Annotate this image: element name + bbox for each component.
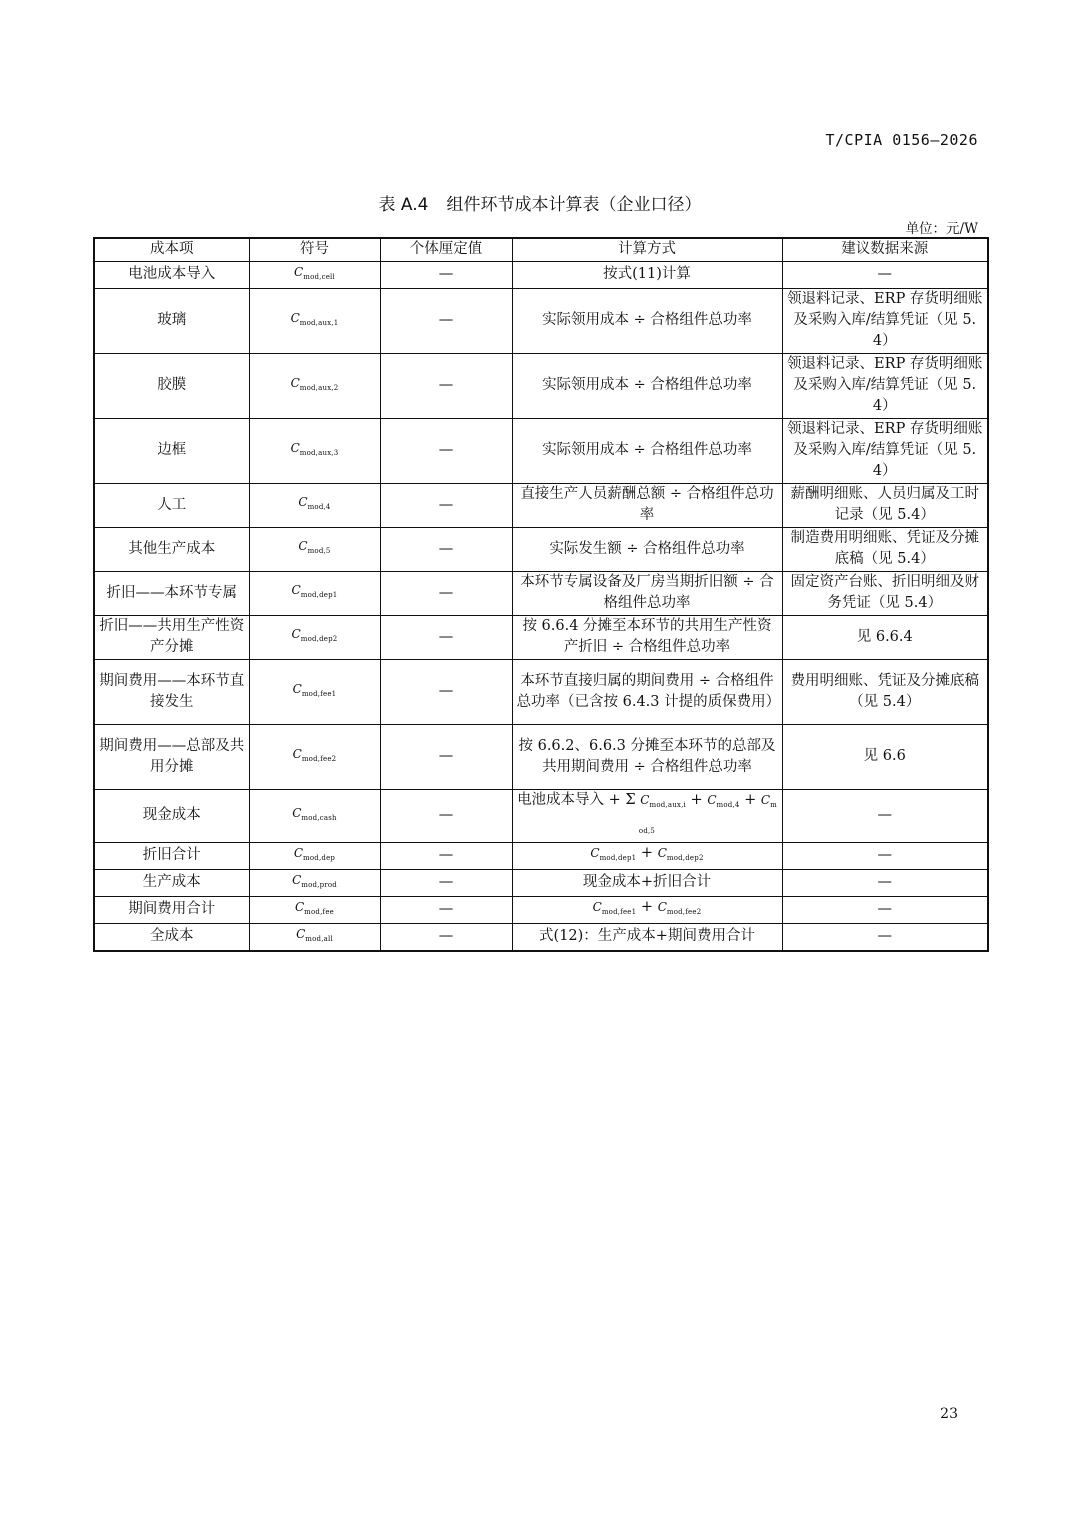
cost-item: 边框 — [94, 418, 249, 483]
calc-method: 实际领用成本 ÷ 合格组件总功率 — [512, 418, 782, 483]
table-row — [94, 571, 988, 615]
formula-operator: + — [685, 791, 708, 808]
symbol-letter: C — [294, 899, 305, 914]
individual-value: — — [380, 615, 512, 659]
calc-method: 现金成本+折旧合计 — [512, 869, 782, 896]
table-title — [0, 190, 1080, 215]
data-source: — — [782, 923, 988, 951]
individual-value: — — [380, 527, 512, 571]
data-source: 费用明细账、凭证及分摊底稿（见 5.4） — [782, 659, 988, 724]
calc-method: 式(12)：生产成本+期间费用合计 — [512, 923, 782, 951]
cost-table — [93, 237, 989, 952]
symbol-cell — [249, 923, 380, 951]
table-row — [94, 615, 988, 659]
calc-method: 本环节直接归属的期间费用 ÷ 合格组件总功率（已含按 6.4.3 计提的质保费用） — [512, 659, 782, 724]
symbol-letter: C — [292, 681, 302, 696]
cost-item: 期间费用——总部及共用分摊 — [94, 724, 249, 789]
symbol-subscript: mod,fee1 — [301, 689, 337, 698]
calc-method: 直接生产人员薪酬总额 ÷ 合格组件总功率 — [512, 483, 782, 527]
table-row — [94, 896, 988, 923]
symbol-cell — [249, 288, 380, 353]
table-caption: 组件环节成本计算表（企业口径） — [446, 195, 702, 215]
table-row — [94, 789, 988, 842]
calc-method: 按 6.6.2、6.6.3 分摊至本环节的总部及共用期间费用 ÷ 合格组件总功率 — [512, 724, 782, 789]
symbol-cell — [249, 261, 380, 288]
table-row — [94, 261, 988, 288]
data-source: — — [782, 869, 988, 896]
symbol-letter: C — [298, 495, 308, 509]
data-source: 见 6.6 — [782, 724, 988, 789]
table-row — [94, 288, 988, 353]
symbol-cell — [249, 724, 380, 789]
symbol-cell — [249, 353, 380, 418]
formula-symbol: C — [657, 899, 667, 914]
table-row — [94, 353, 988, 418]
symbol-letter: C — [292, 872, 302, 887]
individual-value: — — [380, 789, 512, 842]
individual-value: — — [380, 418, 512, 483]
data-source: 领退料记录、ERP 存货明细账及采购入库/结算凭证（见 5.4） — [782, 353, 988, 418]
data-source: — — [782, 842, 988, 869]
formula-subscript: mod,dep1 — [599, 853, 637, 862]
symbol-letter: C — [290, 375, 300, 390]
table-row — [94, 418, 988, 483]
table-number: 表 A.4 — [378, 195, 429, 215]
symbol-subscript: mod,dep — [303, 853, 336, 862]
cost-item: 折旧——本环节专属 — [94, 571, 249, 615]
cost-item: 电池成本导入 — [94, 261, 249, 288]
symbol-letter: C — [290, 440, 300, 455]
symbol-letter: C — [290, 310, 300, 325]
table-row — [94, 724, 988, 789]
symbol-cell — [249, 869, 380, 896]
cost-item: 胶膜 — [94, 353, 249, 418]
symbol-letter: C — [291, 627, 301, 641]
cost-item: 期间费用——本环节直接发生 — [94, 659, 249, 724]
symbol-cell — [249, 789, 380, 842]
formula-symbol: C — [590, 845, 600, 860]
data-source: — — [782, 261, 988, 288]
formula-subscript: mod,fee2 — [666, 907, 702, 916]
cost-item: 全成本 — [94, 923, 249, 951]
header-cell: 符号 — [249, 238, 380, 261]
cost-item: 折旧合计 — [94, 842, 249, 869]
formula-subscript: mod,4 — [716, 800, 740, 809]
formula-symbol: C — [657, 845, 667, 860]
symbol-letter: C — [292, 746, 302, 761]
symbol-subscript: mod,fee — [304, 907, 335, 916]
individual-value: — — [380, 659, 512, 724]
symbol-subscript: mod,aux,1 — [299, 318, 339, 327]
individual-value: — — [380, 842, 512, 869]
data-source: 见 6.6.4 — [782, 615, 988, 659]
cost-item: 生产成本 — [94, 869, 249, 896]
data-source: 固定资产台账、折旧明细及财务凭证（见 5.4） — [782, 571, 988, 615]
individual-value: — — [380, 923, 512, 951]
formula-symbol: C — [640, 792, 650, 807]
symbol-letter: C — [294, 264, 304, 279]
symbol-subscript: mod,cash — [301, 813, 337, 822]
cost-item: 人工 — [94, 483, 249, 527]
symbol-cell — [249, 896, 380, 923]
symbol-letter: C — [292, 805, 302, 820]
individual-value: — — [380, 353, 512, 418]
formula-symbol: C — [707, 792, 717, 807]
header-cell: 计算方式 — [512, 238, 782, 261]
symbol-cell — [249, 571, 380, 615]
symbol-letter: C — [291, 583, 301, 597]
formula-operator: + — [636, 898, 658, 915]
table-header-row — [94, 238, 988, 261]
calc-method: 按式(11)计算 — [512, 261, 782, 288]
formula-subscript: mod,aux,i — [649, 800, 686, 809]
symbol-subscript: mod,5 — [307, 547, 331, 555]
table-row — [94, 483, 988, 527]
cost-item: 玻璃 — [94, 288, 249, 353]
symbol-subscript: mod,aux,2 — [299, 383, 339, 392]
individual-value: — — [380, 896, 512, 923]
calc-method: 实际领用成本 ÷ 合格组件总功率 — [512, 288, 782, 353]
table-row — [94, 869, 988, 896]
document-code: T/CPIA 0156—2026 — [825, 131, 978, 149]
cost-item: 其他生产成本 — [94, 527, 249, 571]
formula-operator: + — [739, 791, 761, 808]
data-source: 制造费用明细账、凭证及分摊底稿（见 5.4） — [782, 527, 988, 571]
header-cell: 建议数据来源 — [782, 238, 988, 261]
data-source: — — [782, 896, 988, 923]
header-cell: 成本项 — [94, 238, 249, 261]
formula-symbol: C — [760, 792, 771, 807]
symbol-subscript: mod,all — [305, 934, 333, 943]
calc-method — [512, 789, 782, 842]
symbol-subscript: mod,prod — [301, 880, 337, 889]
page-number: 23 — [940, 1406, 958, 1422]
individual-value: — — [380, 724, 512, 789]
formula-symbol: C — [592, 899, 602, 914]
table-row — [94, 923, 988, 951]
calc-method: 实际领用成本 ÷ 合格组件总功率 — [512, 353, 782, 418]
individual-value: — — [380, 571, 512, 615]
symbol-subscript: mod,dep2 — [300, 635, 338, 643]
data-source: 薪酬明细账、人员归属及工时记录（见 5.4） — [782, 483, 988, 527]
formula-text: 电池成本导入 + Σ — [517, 791, 641, 808]
table-row — [94, 527, 988, 571]
symbol-subscript: mod,fee2 — [301, 754, 337, 763]
formula-subscript: mod,dep2 — [666, 853, 704, 862]
table-row — [94, 659, 988, 724]
calc-method — [512, 842, 782, 869]
cost-item: 现金成本 — [94, 789, 249, 842]
data-source: 领退料记录、ERP 存货明细账及采购入库/结算凭证（见 5.4） — [782, 418, 988, 483]
symbol-cell — [249, 527, 380, 571]
formula-operator: + — [636, 844, 658, 861]
symbol-subscript: mod,cell — [303, 272, 335, 281]
symbol-cell — [249, 615, 380, 659]
individual-value: — — [380, 483, 512, 527]
symbol-letter: C — [293, 845, 304, 860]
calc-method — [512, 896, 782, 923]
cost-item: 期间费用合计 — [94, 896, 249, 923]
symbol-letter: C — [296, 926, 306, 941]
symbol-cell — [249, 659, 380, 724]
data-source: 领退料记录、ERP 存货明细账及采购入库/结算凭证（见 5.4） — [782, 288, 988, 353]
unit-note: 单位：元/W — [905, 221, 978, 237]
data-source: — — [782, 789, 988, 842]
symbol-letter: C — [298, 539, 308, 553]
calc-method: 实际发生额 ÷ 合格组件总功率 — [512, 527, 782, 571]
symbol-cell — [249, 483, 380, 527]
symbol-cell — [249, 418, 380, 483]
calc-method: 按 6.6.4 分摊至本环节的共用生产性资产折旧 ÷ 合格组件总功率 — [512, 615, 782, 659]
formula-subscript: mod,5 — [638, 800, 777, 835]
calc-method: 本环节专属设备及厂房当期折旧额 ÷ 合格组件总功率 — [512, 571, 782, 615]
header-cell: 个体厘定值 — [380, 238, 512, 261]
symbol-cell — [249, 842, 380, 869]
individual-value: — — [380, 288, 512, 353]
formula-subscript: mod,fee1 — [601, 907, 637, 916]
cost-item: 折旧——共用生产性资产分摊 — [94, 615, 249, 659]
individual-value: — — [380, 261, 512, 288]
symbol-subscript: mod,dep1 — [300, 591, 338, 599]
symbol-subscript: mod,aux,3 — [299, 448, 339, 457]
table-row — [94, 842, 988, 869]
individual-value: — — [380, 869, 512, 896]
symbol-subscript: mod,4 — [307, 503, 331, 511]
